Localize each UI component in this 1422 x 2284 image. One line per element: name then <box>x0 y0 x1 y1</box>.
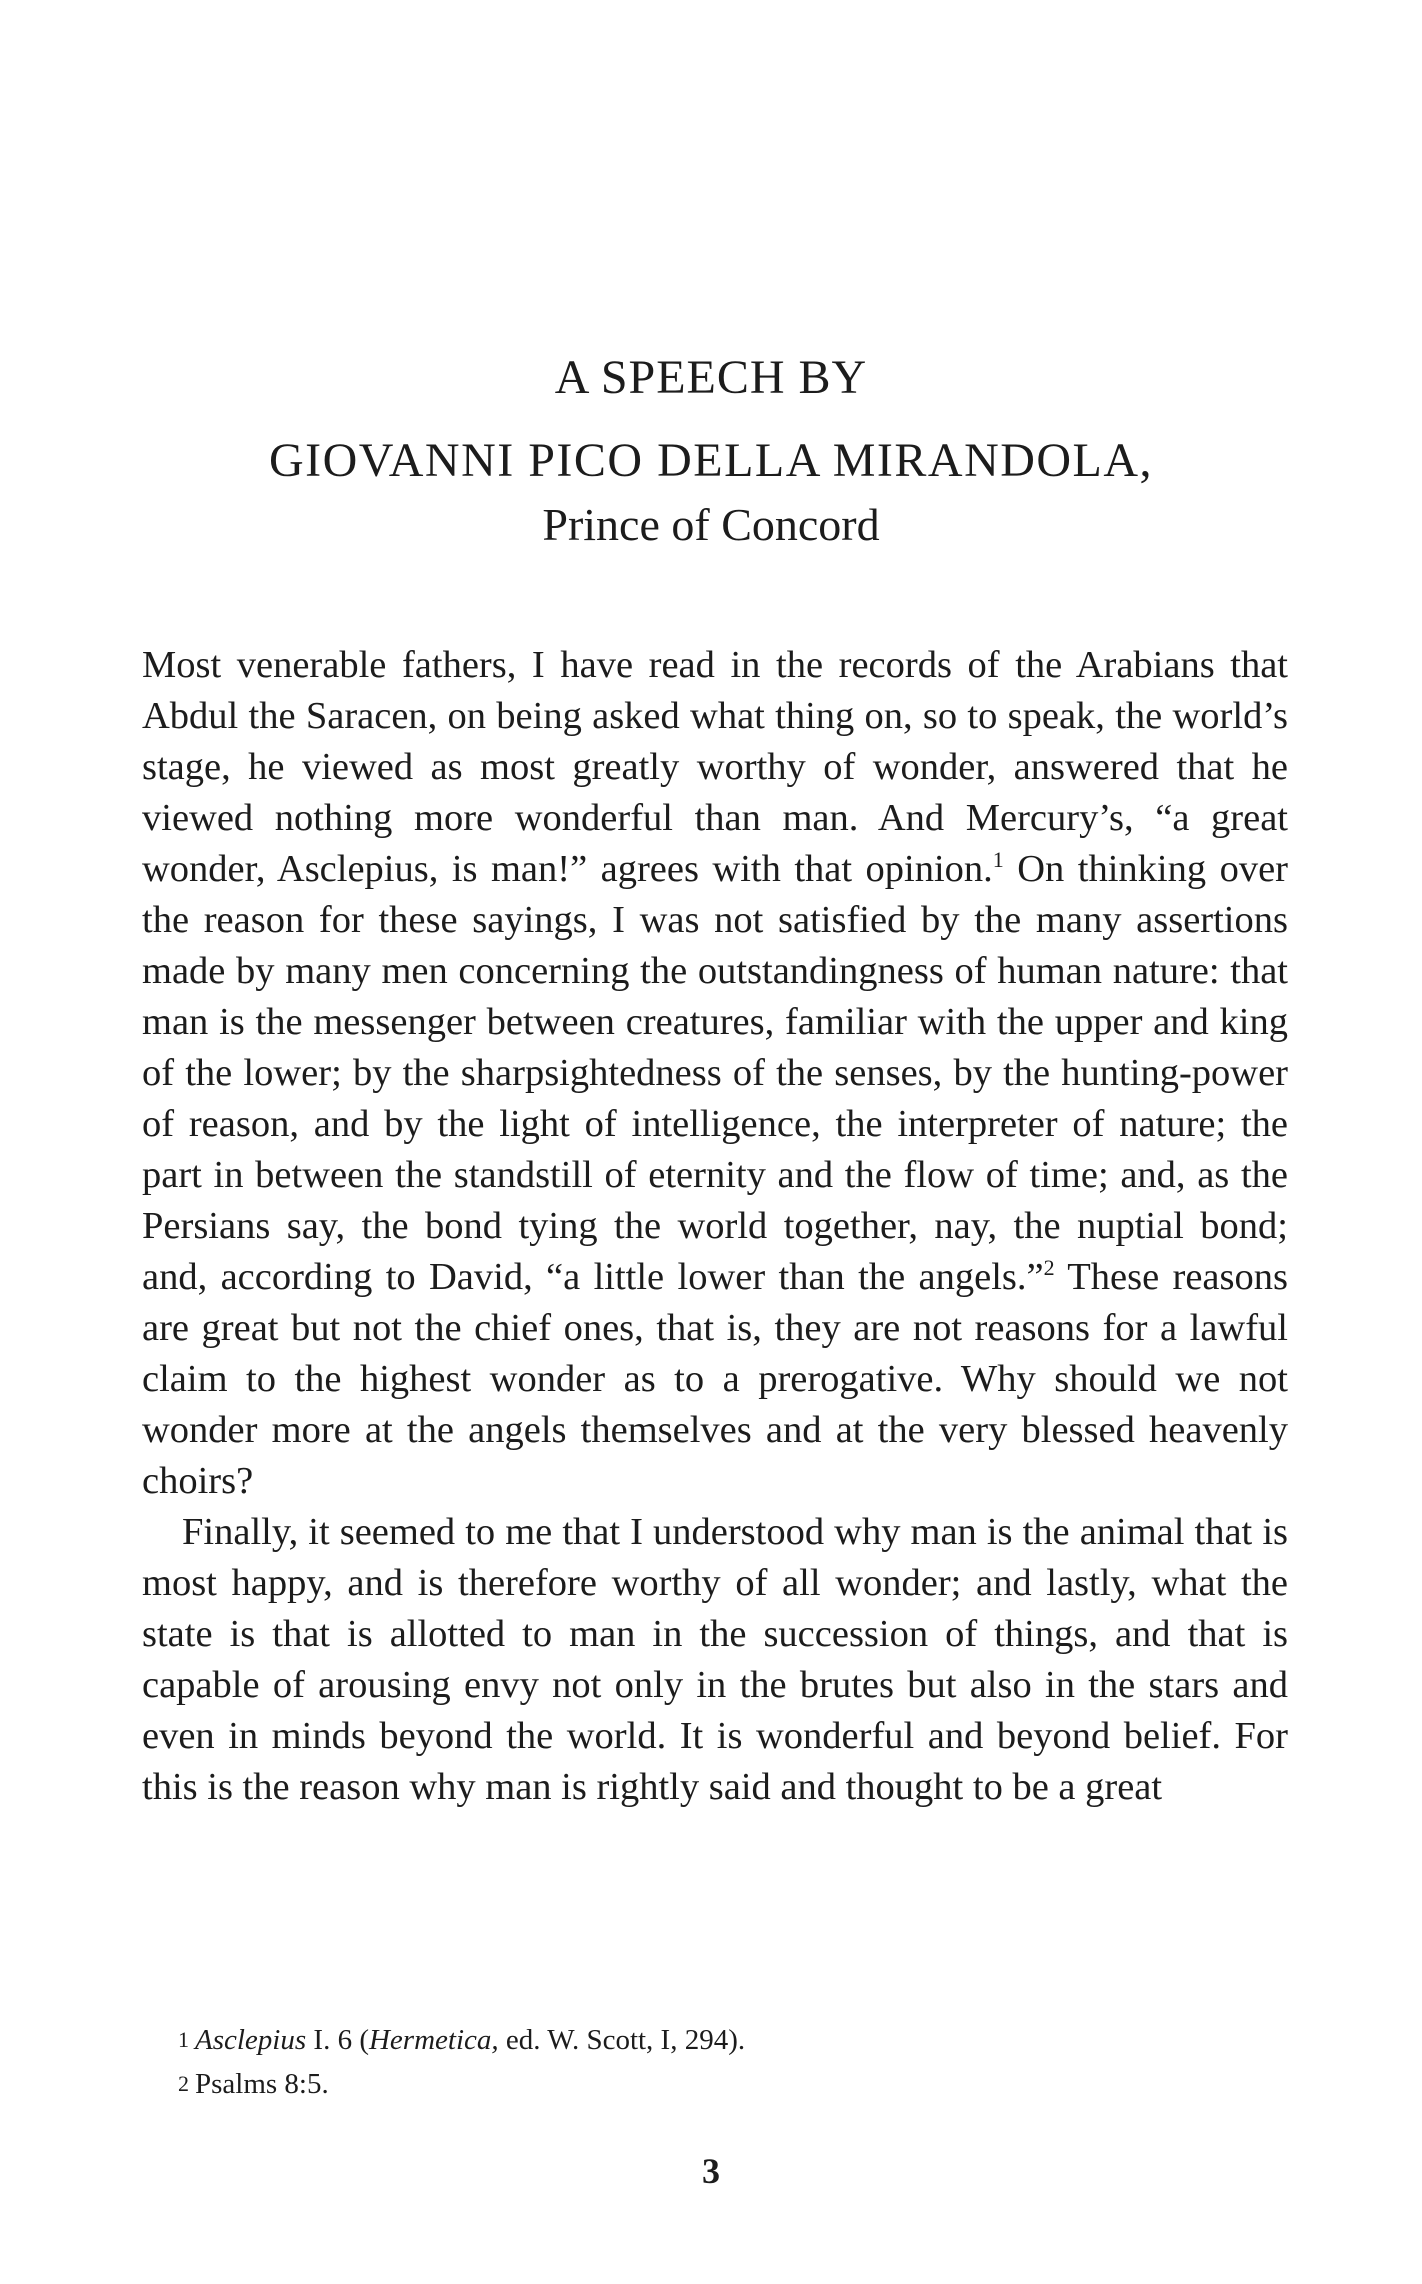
footnote-1-work: Hermetica, <box>368 2024 499 2056</box>
footnote-ref-1: 1 <box>992 847 1004 872</box>
paragraph-1-part-a: Most venerable fathers, I have read in the records of the Arabians that Abdul the Saracen, on being asked what thing on, so to speak, the world’s stage, he viewed as most greatly worthy of wonder, answered that he viewed nothing more wonderful than man. And Mercury’s, “a great wonder, Asclepius, is man!” agrees with that opinion. <box>142 644 1288 890</box>
footnote-1-text-a: I. 6 ( <box>306 2024 369 2056</box>
title-line-2: GIOVANNI PICO DELLA MIRANDOLA, <box>268 434 1154 487</box>
footnote-2-text: Psalms 8:5. <box>195 2068 329 2100</box>
footnote-2-marker: 2 <box>178 2071 189 2096</box>
body-text <box>142 640 1288 1813</box>
footnotes <box>178 2018 1178 2106</box>
paragraph-1-part-c: These reasons are great but not the chief ones, that is, they are not reasons for a lawful claim to the highest wonder as to a prerogative. Why should we not wonder more at the angels themselves and at the very blessed heavenly choirs? <box>142 1256 1288 1502</box>
footnote-ref-2: 2 <box>1043 1255 1055 1280</box>
footnote-1-text-b: ed. W. Scott, I, 294). <box>498 2024 746 2056</box>
footnote-2 <box>178 2062 1178 2106</box>
paragraph-1 <box>142 640 1288 1507</box>
title-line-1: A SPEECH BY <box>554 351 868 404</box>
subtitle: Prince of Concord <box>542 499 880 550</box>
footnote-1-marker: 1 <box>178 2027 189 2052</box>
footnote-1-title: Asclepius <box>195 2024 307 2056</box>
paragraph-1-part-b: On thinking over the reason for these sayings, I was not satisfied by the many assertions made by many men concerning the outstandingness of human nature: that man is the messenger between creatures, familiar with the upper and king of the lower; by the sharpsightedness of the senses, by the hunting-power of reason, and by the light of intelligence, the interpreter of nature; the part in between the standstill of eternity and the flow of time; and, as the Persians say, the bond tying the world together, nay, the nuptial bond; and, according to David, “a little lower than the angels.” <box>142 848 1288 1298</box>
footnote-1 <box>178 2018 1178 2062</box>
page-number: 3 <box>702 2151 720 2191</box>
paragraph-2: Finally, it seemed to me that I understood why man is the animal that is most happy, and is therefore worthy of all wonder; and lastly, what the state is that is allotted to man in the succession of things, and that is capable of arousing envy not only in the brutes but also in the stars and even in minds beyond the world. It is wonderful and beyond belief. For this is the reason why man is rightly said and thought to be a great <box>142 1511 1288 1808</box>
